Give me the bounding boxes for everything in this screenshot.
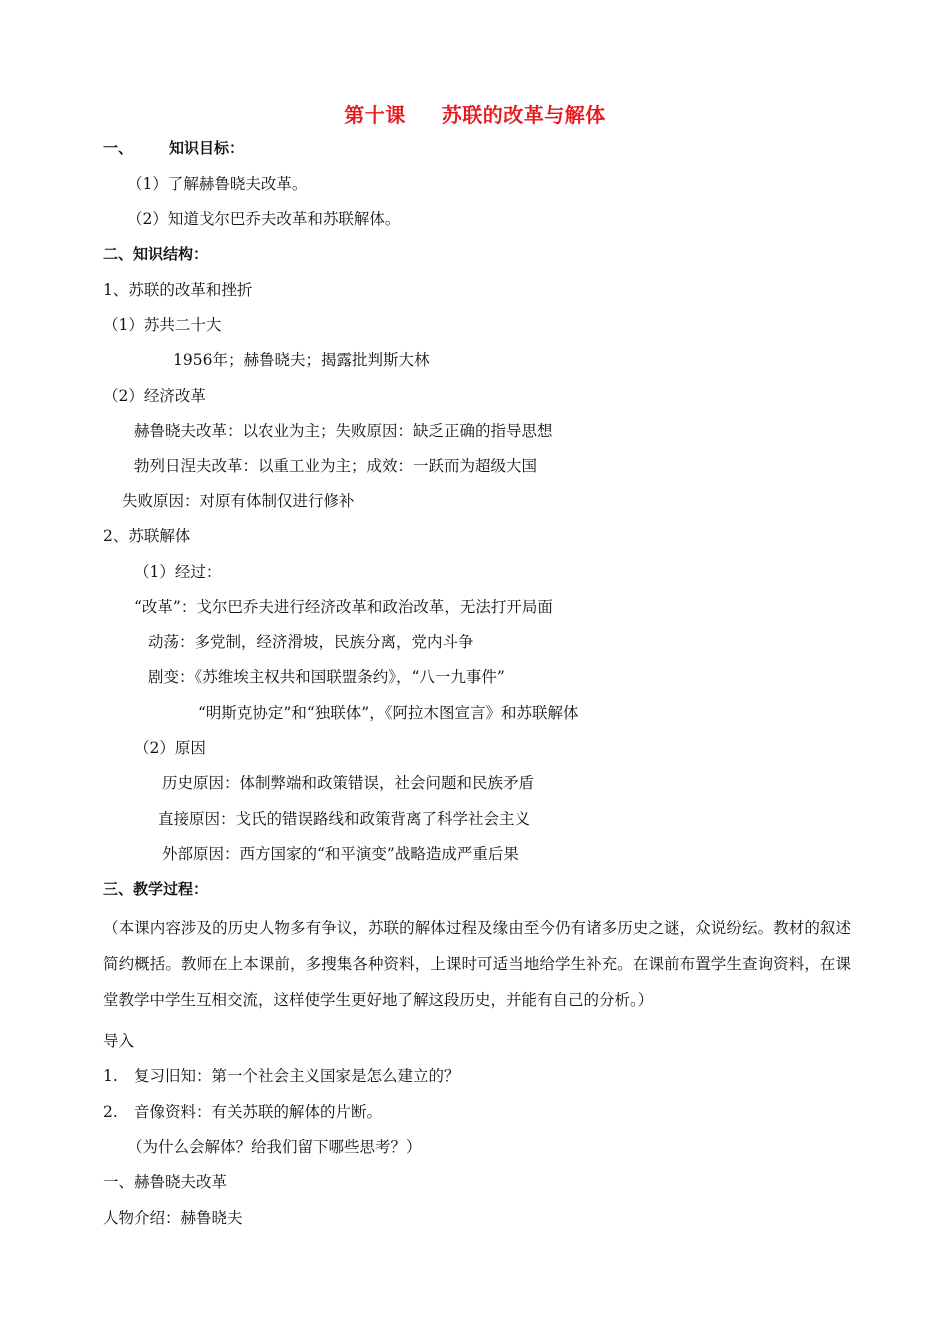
step-number: 1. <box>103 1067 118 1085</box>
objectives-heading-number: 一、 <box>103 139 134 157</box>
discussion-question: （为什么会解体？给我们留下哪些思考？） <box>127 1138 422 1156</box>
subsection-detail: 1956年；赫鲁晓夫；揭露批判斯大林 <box>173 351 430 369</box>
teaching-note: （本课内容涉及的历史人物多有争议，苏联的解体过程及缘由至今仍有诸多历史之谜，众说纷纭。教材的叙述简约概括。教师在上本课前，多搜集各种资料，上课时可适当地给学生补充。在课前布置学生查询资料，在课堂教学中学生互相交流，这样使学生更好地了解这段历史，并能有自己的分析。） <box>103 919 851 1009</box>
objective-item: （2）知道戈尔巴乔夫改革和苏联解体。 <box>127 210 401 228</box>
subsection-title: （2）经济改革 <box>103 387 206 405</box>
structure-heading: 二、知识结构： <box>103 245 209 263</box>
lesson-title <box>0 99 950 128</box>
process-heading: 三、教学过程： <box>103 880 209 898</box>
section-title: 2、苏联解体 <box>103 527 191 545</box>
reason-line: 外部原因：西方国家的“和平演变”战略造成严重后果 <box>162 845 519 863</box>
person-intro: 人物介绍：赫鲁晓夫 <box>103 1209 243 1227</box>
process-line: “明斯克协定”和“独联体”，《阿拉木图宣言》和苏联解体 <box>198 704 579 722</box>
economic-reform-line: 失败原因：对原有体制仅进行修补 <box>122 492 355 510</box>
objective-item: （1）了解赫鲁晓夫改革。 <box>127 175 308 193</box>
step-number: 2. <box>103 1103 118 1121</box>
subsection-title: （1）经过： <box>134 563 222 581</box>
economic-reform-line: 赫鲁晓夫改革：以农业为主；失败原因：缺乏正确的指导思想 <box>134 422 553 440</box>
lesson-topic: 苏联的改革与解体 <box>441 103 606 127</box>
intro-label: 导入 <box>103 1032 135 1050</box>
process-line: 动荡：多党制，经济滑坡，民族分离，党内斗争 <box>148 633 474 651</box>
part-title: 一、赫鲁晓夫改革 <box>103 1173 228 1191</box>
process-line: “改革”：戈尔巴乔夫进行经济改革和政治改革，无法打开局面 <box>134 598 553 616</box>
subsection-title: （2）原因 <box>134 739 206 757</box>
lesson-number: 第十课 <box>344 103 406 127</box>
subsection-title: （1）苏共二十大 <box>103 316 222 334</box>
objectives-heading: 知识目标： <box>169 139 245 157</box>
step-text: 音像资料：有关苏联的解体的片断。 <box>134 1103 383 1121</box>
process-line: 剧变：《苏维埃主权共和国联盟条约》，“八一九事件” <box>148 668 505 686</box>
reason-line: 历史原因：体制弊端和政策错误，社会问题和民族矛盾 <box>162 774 535 792</box>
section-title: 1、苏联的改革和挫折 <box>103 281 253 299</box>
step-text: 复习旧知：第一个社会主义国家是怎么建立的？ <box>134 1067 460 1085</box>
economic-reform-line: 勃列日涅夫改革：以重工业为主；成效：一跃而为超级大国 <box>134 457 538 475</box>
reason-line: 直接原因：戈氏的错误路线和政策背离了科学社会主义 <box>158 810 531 828</box>
